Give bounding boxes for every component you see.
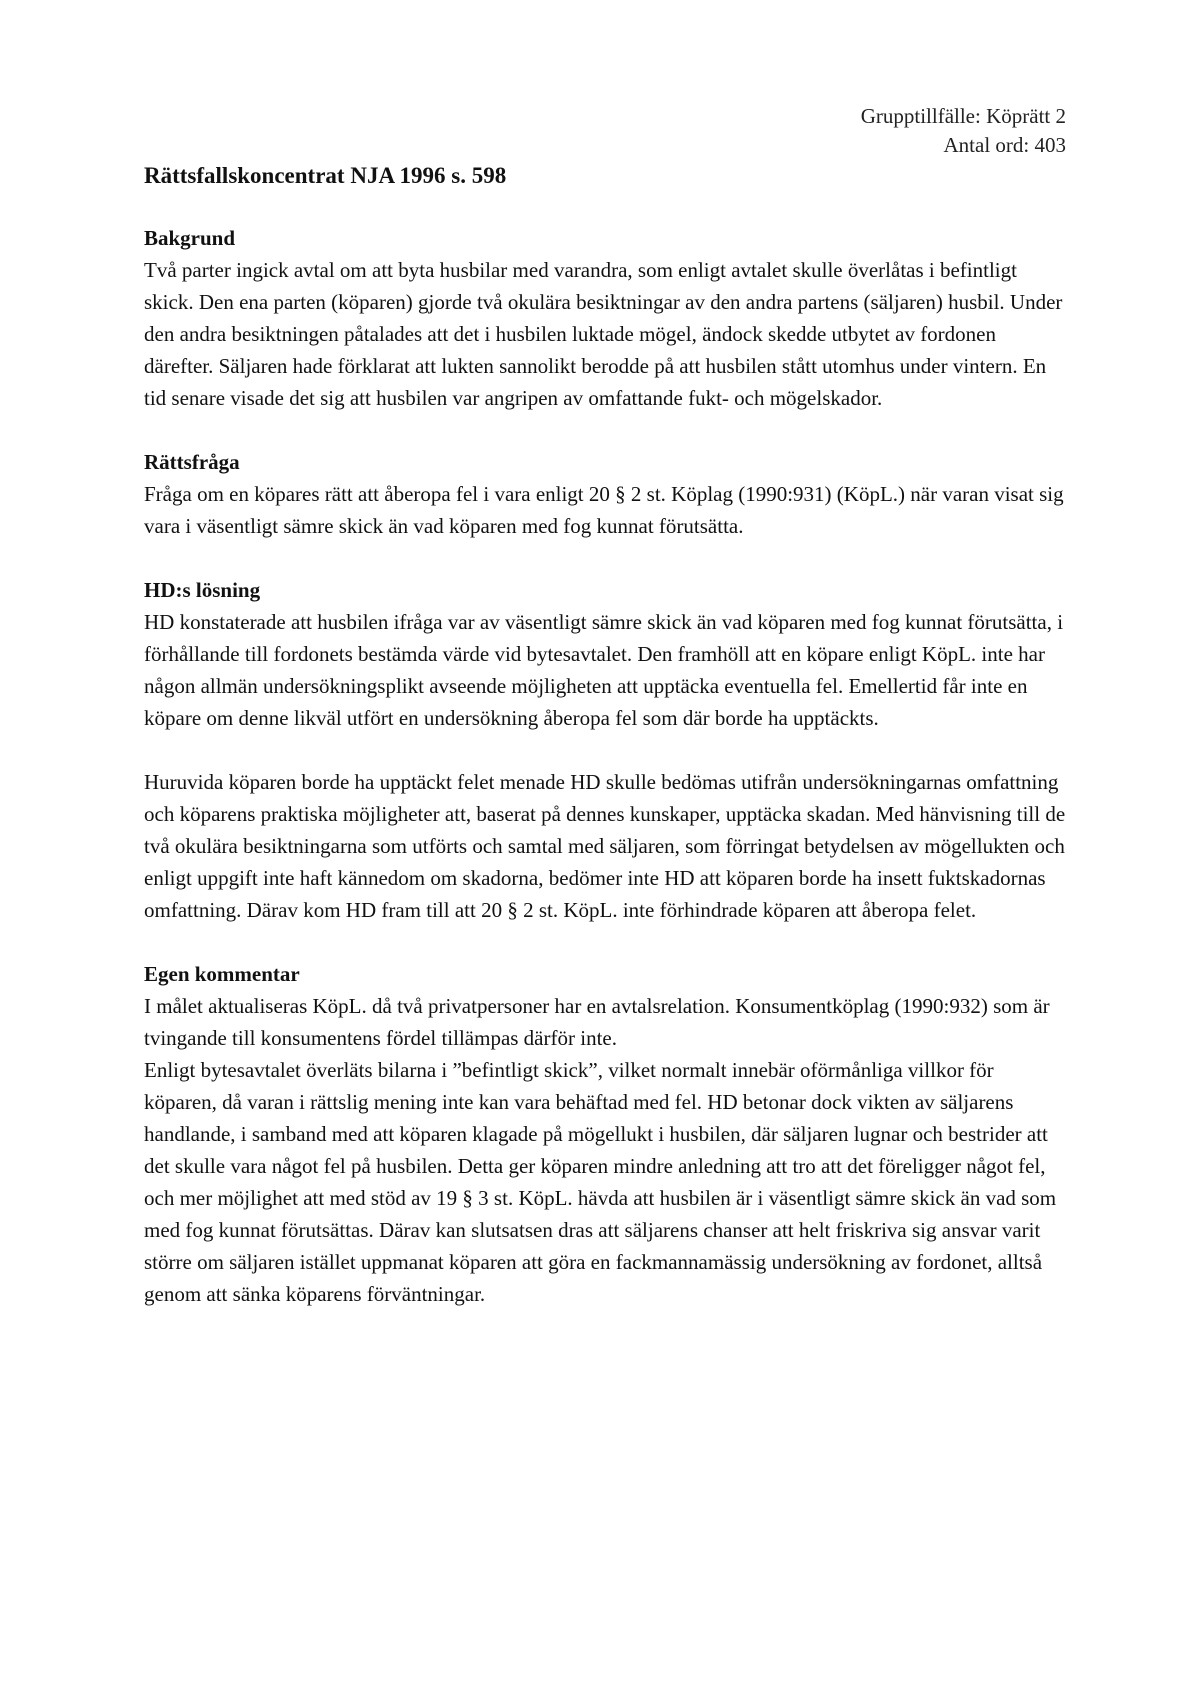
section-heading-bakgrund: Bakgrund bbox=[144, 226, 236, 250]
section-heading-kommentar: Egen kommentar bbox=[144, 962, 300, 986]
paragraph-kommentar-1: I målet aktualiseras KöpL. då två privatpersoner har en avtalsrelation. Konsumentköplag (1990:932) som är tvingande till konsumentens fördel tillämpas därför inte. bbox=[144, 994, 1050, 1050]
section-bakgrund bbox=[144, 222, 1066, 414]
group-session-label: Grupptillfälle: Köprätt 2 bbox=[860, 104, 1066, 128]
document-meta bbox=[861, 102, 1066, 160]
document-body bbox=[144, 160, 1066, 1342]
document-title: Rättsfallskoncentrat NJA 1996 s. 598 bbox=[144, 163, 507, 188]
paragraph-rattsfraga: Fråga om en köpares rätt att åberopa fel i vara enligt 20 § 2 st. Köplag (1990:931) (KöpL.) när varan visat sig vara i väsentligt sämre skick än vad köparen med fog kunnat förutsätta. bbox=[144, 482, 1064, 538]
word-count-label: Antal ord: 403 bbox=[943, 133, 1066, 157]
paragraph-losning-1: HD konstaterade att husbilen ifråga var av väsentligt sämre skick än vad köparen med fog kunnat förutsätta, i förhållande till fordonets bestämda värde vid bytesavtalet. Den framhöll att en köpare enligt KöpL. inte har någon allmän undersökningsplikt avseende möjligheten att upptäcka eventuella fel. Emellertid får inte en köpare om denne likväl utfört en undersökning åberopa fel som där borde ha upptäckts. bbox=[144, 610, 1064, 730]
section-heading-losning: HD:s lösning bbox=[144, 578, 261, 602]
section-heading-rattsfraga: Rättsfråga bbox=[144, 450, 240, 474]
paragraph-losning-2: Huruvida köparen borde ha upptäckt felet menade HD skulle bedömas utifrån undersökningarnas omfattning och köparens praktiska möjligheter att, baserat på dennes kunskaper, upptäcka skadan. Med hänvisning till de två okulära besiktningarna som utförts och samtal med säljaren, som förringat betydelsen av mögellukten och enligt uppgift inte haft kännedom om skadorna, bedömer inte HD att köparen borde ha insett fuktskadornas omfattning. Därav kom HD fram till att 20 § 2 st. KöpL. inte förhindrade köparen att åberopa felet. bbox=[144, 770, 1066, 922]
section-losning bbox=[144, 574, 1066, 926]
section-rattsfraga bbox=[144, 446, 1066, 542]
section-kommentar bbox=[144, 958, 1066, 1310]
paragraph-kommentar-2: Enligt bytesavtalet överläts bilarna i ”befintligt skick”, vilket normalt innebär oförmånliga villkor för köparen, då varan i rättslig mening inte kan vara behäftad med fel. HD betonar dock vikten av säljarens handlande, i samband med att köparen klagade på mögellukt i husbilen, där säljaren lugnar och bestrider att det skulle vara något fel på husbilen. Detta ger köparen mindre anledning att tro att det föreligger något fel, och mer möjlighet att med stöd av 19 § 3 st. KöpL. hävda att husbilen är i väsentligt sämre skick än vad som med fog kunnat förutsättas. Därav kan slutsatsen dras att säljarens chanser att helt friskriva sig ansvar varit större om säljaren istället uppmanat köparen att göra en fackmannamässig undersökning av fordonet, alltså genom att sänka köparens förväntningar. bbox=[144, 1058, 1057, 1306]
paragraph-bakgrund: Två parter ingick avtal om att byta husbilar med varandra, som enligt avtalet skulle överlåtas i befintligt skick. Den ena parten (köparen) gjorde två okulära besiktningar av den andra partens (säljaren) husbil. Under den andra besiktningen påtalades att det i husbilen luktade mögel, ändock skedde utbytet av fordonen därefter. Säljaren hade förklarat att lukten sannolikt berodde på att husbilen stått utomhus under vintern. En tid senare visade det sig att husbilen var angripen av omfattande fukt- och mögelskador. bbox=[144, 258, 1063, 410]
